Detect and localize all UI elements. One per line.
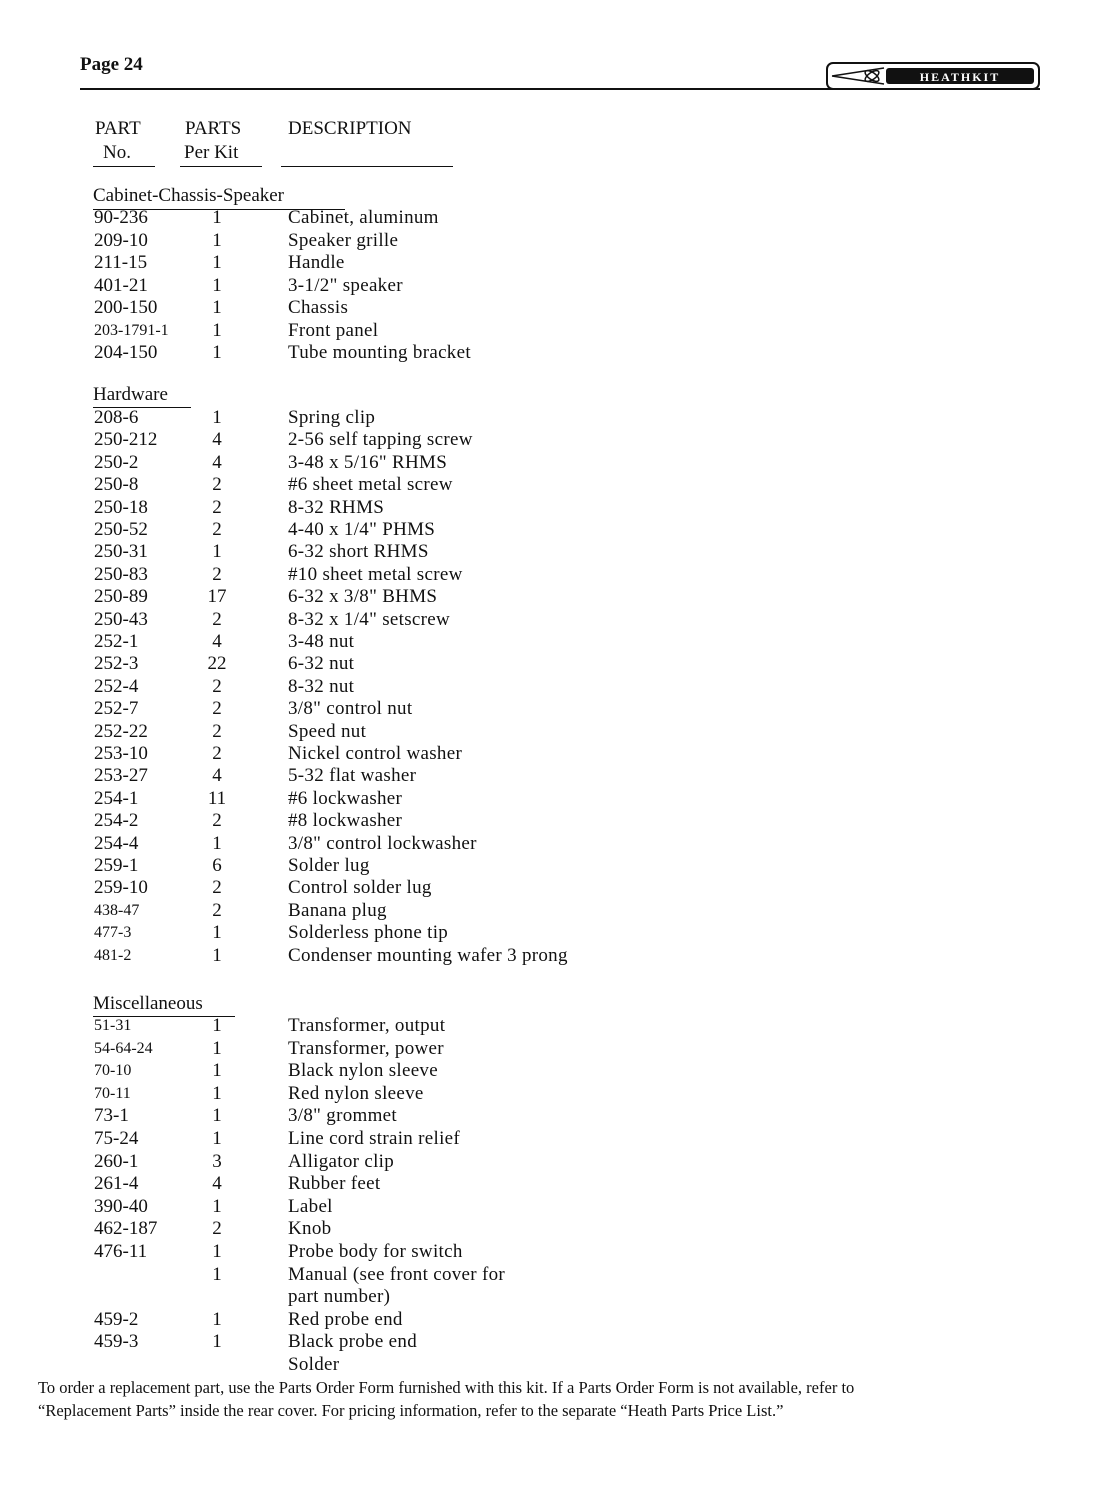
col-header-description: DESCRIPTION xyxy=(288,118,412,139)
part-quantity: 22 xyxy=(207,653,227,675)
part-description: Black probe end xyxy=(288,1331,418,1353)
part-description: Solder lug xyxy=(288,855,370,876)
col-header-part-no: No. xyxy=(103,142,131,163)
part-description: Solder xyxy=(288,1354,340,1375)
part-quantity: 2 xyxy=(212,496,222,518)
part-number: 250-43 xyxy=(94,608,148,630)
part-description: Handle xyxy=(288,252,345,273)
part-description: Solderless phone tip xyxy=(288,922,449,944)
part-number: 200-150 xyxy=(94,297,158,318)
part-description: Tube mounting bracket xyxy=(288,342,471,363)
part-description: Nickel control washer xyxy=(288,743,463,764)
footer-line-2: “Replacement Parts” inside the rear cover. For pricing information, refer to the separate “Heath Parts Price List.” xyxy=(38,1401,784,1420)
part-description: Chassis xyxy=(288,297,349,318)
section-title-hardware: Hardware xyxy=(93,384,168,405)
part-quantity: 1 xyxy=(212,207,222,228)
part-number: 459-3 xyxy=(94,1331,139,1353)
part-quantity: 1 xyxy=(212,297,222,318)
part-number: 259-1 xyxy=(94,855,139,876)
part-description: Knob xyxy=(288,1218,332,1240)
part-quantity: 1 xyxy=(212,922,222,944)
part-quantity: 1 xyxy=(212,1308,222,1330)
part-quantity: 1 xyxy=(212,274,222,296)
part-quantity: 2 xyxy=(212,563,222,585)
part-description: 3/8" control nut xyxy=(288,698,413,720)
part-quantity: 2 xyxy=(212,698,222,720)
part-number: 250-2 xyxy=(94,451,139,473)
part-quantity: 1 xyxy=(212,1331,222,1353)
part-quantity: 1 xyxy=(212,1082,222,1104)
col-header-description-rule xyxy=(281,166,453,167)
col-header-part: PART xyxy=(95,118,141,139)
part-number: 70-11 xyxy=(94,1084,131,1102)
part-description: 6-32 short RHMS xyxy=(288,541,429,563)
logo-text: HEATHKIT xyxy=(919,70,1001,84)
part-quantity: 1 xyxy=(212,944,222,966)
part-quantity: 2 xyxy=(212,519,222,540)
part-quantity: 2 xyxy=(212,877,222,899)
part-description: 3/8" control lockwasher xyxy=(288,832,477,854)
section-title-miscellaneous: Miscellaneous xyxy=(93,993,203,1014)
part-description: Rubber feet xyxy=(288,1173,381,1195)
part-description: 5-32 flat washer xyxy=(288,765,417,787)
part-quantity: 6 xyxy=(212,855,222,876)
part-description: Speaker grille xyxy=(288,229,399,251)
part-description: 8-32 nut xyxy=(288,675,355,697)
part-number: 70-10 xyxy=(94,1062,132,1080)
part-description: #6 sheet metal screw xyxy=(288,474,453,496)
part-description: Probe body for switch xyxy=(288,1241,463,1262)
part-number: 476-11 xyxy=(94,1241,148,1262)
part-number: 73-1 xyxy=(94,1105,129,1127)
part-description: 6-32 x 3/8" BHMS xyxy=(288,586,438,608)
col-header-parts: PARTS xyxy=(185,118,242,139)
part-number: 401-21 xyxy=(94,274,148,296)
part-number: 204-150 xyxy=(94,342,158,363)
part-number: 51-31 xyxy=(94,1017,132,1034)
part-number: 250-212 xyxy=(94,429,158,451)
part-description: part number) xyxy=(288,1286,391,1308)
part-quantity: 4 xyxy=(212,429,222,451)
part-number: 259-10 xyxy=(94,877,148,899)
part-description: Red probe end xyxy=(288,1308,403,1330)
part-description: 3-1/2" speaker xyxy=(288,274,403,296)
part-number: 250-89 xyxy=(94,586,148,608)
part-number: 254-1 xyxy=(94,787,139,809)
part-quantity: 2 xyxy=(212,720,222,742)
part-number: 477-3 xyxy=(94,924,132,942)
part-number: 250-52 xyxy=(94,519,148,540)
part-quantity: 1 xyxy=(212,1241,222,1262)
part-quantity: 2 xyxy=(212,474,222,496)
part-description: 8-32 x 1/4" setscrew xyxy=(288,608,451,630)
part-description: #10 sheet metal screw xyxy=(288,563,463,585)
part-description: Transformer, output xyxy=(288,1015,446,1036)
part-description: 8-32 RHMS xyxy=(288,496,385,518)
part-quantity: 2 xyxy=(212,608,222,630)
page-number: Page 24 xyxy=(80,54,143,75)
part-number: 54-64-24 xyxy=(94,1039,153,1057)
part-quantity: 17 xyxy=(207,586,227,608)
part-number: 75-24 xyxy=(94,1128,139,1149)
part-quantity: 4 xyxy=(212,765,222,787)
footer-line-1: To order a replacement part, use the Parts Order Form furnished with this kit. If a Parts Order Form is not available, refer to xyxy=(38,1378,855,1397)
part-number: 260-1 xyxy=(94,1150,139,1172)
part-quantity: 1 xyxy=(212,252,222,273)
part-quantity: 2 xyxy=(212,743,222,764)
col-header-parts-rule xyxy=(180,166,262,167)
heathkit-logo xyxy=(826,62,1040,90)
part-description: 3/8" grommet xyxy=(288,1105,397,1127)
part-description: 3-48 nut xyxy=(288,631,355,652)
part-description: Black nylon sleeve xyxy=(288,1060,438,1082)
part-quantity: 2 xyxy=(212,899,222,921)
part-number: 252-7 xyxy=(94,698,139,720)
part-number: 252-22 xyxy=(94,720,148,742)
part-number: 209-10 xyxy=(94,229,148,251)
part-number: 250-31 xyxy=(94,541,148,563)
part-number: 252-1 xyxy=(94,631,139,652)
part-description: 6-32 nut xyxy=(288,653,355,675)
part-quantity: 1 xyxy=(212,1060,222,1082)
part-description: Cabinet, aluminum xyxy=(288,207,439,228)
part-quantity: 1 xyxy=(212,1128,222,1149)
part-quantity: 1 xyxy=(212,1037,222,1059)
part-quantity: 11 xyxy=(207,787,227,809)
part-quantity: 1 xyxy=(212,319,222,341)
part-description: #8 lockwasher xyxy=(288,810,403,832)
part-quantity: 1 xyxy=(212,1195,222,1217)
part-number: 462-187 xyxy=(94,1218,158,1240)
part-number: 481-2 xyxy=(94,946,132,964)
part-number: 90-236 xyxy=(94,207,148,228)
part-quantity: 1 xyxy=(212,1105,222,1127)
part-quantity: 4 xyxy=(212,451,222,473)
part-quantity: 3 xyxy=(212,1150,222,1172)
col-header-part-rule xyxy=(93,166,155,167)
part-number: 252-3 xyxy=(94,653,139,675)
part-description: Alligator clip xyxy=(288,1150,395,1172)
part-number: 253-27 xyxy=(94,765,148,787)
part-description: Spring clip xyxy=(288,407,376,428)
part-description: 2-56 self tapping screw xyxy=(288,429,473,451)
part-description: Condenser mounting wafer 3 prong xyxy=(288,944,568,966)
part-quantity: 1 xyxy=(212,1015,222,1036)
footer-note xyxy=(38,1376,1048,1422)
part-quantity: 2 xyxy=(212,1218,222,1240)
part-quantity: 1 xyxy=(212,832,222,854)
part-description: Transformer, power xyxy=(288,1037,444,1059)
part-description: 3-48 x 5/16" RHMS xyxy=(288,451,448,473)
part-description: 4-40 x 1/4" PHMS xyxy=(288,519,436,540)
part-description: Manual (see front cover for xyxy=(288,1263,506,1285)
part-description: Banana plug xyxy=(288,899,387,921)
part-number: 438-47 xyxy=(94,901,140,919)
part-number: 459-2 xyxy=(94,1308,139,1330)
part-number: 211-15 xyxy=(94,252,148,273)
col-header-per-kit: Per Kit xyxy=(184,142,239,163)
part-number: 254-4 xyxy=(94,832,139,854)
part-description: Red nylon sleeve xyxy=(288,1082,424,1104)
header-rule xyxy=(80,88,1040,90)
part-quantity: 1 xyxy=(212,1263,222,1285)
part-description: Control solder lug xyxy=(288,877,432,899)
part-number: 252-4 xyxy=(94,675,139,697)
part-number: 253-10 xyxy=(94,743,148,764)
part-number: 250-18 xyxy=(94,496,148,518)
part-number: 261-4 xyxy=(94,1173,139,1195)
part-description: Line cord strain relief xyxy=(288,1128,461,1149)
part-description: Label xyxy=(288,1195,333,1217)
part-number: 208-6 xyxy=(94,407,139,428)
part-quantity: 1 xyxy=(212,407,222,428)
part-description: Speed nut xyxy=(288,720,367,742)
part-number: 254-2 xyxy=(94,810,139,832)
part-quantity: 1 xyxy=(212,541,222,563)
part-quantity: 2 xyxy=(212,675,222,697)
part-description: Front panel xyxy=(288,319,379,341)
part-quantity: 4 xyxy=(212,1173,222,1195)
part-number: 250-8 xyxy=(94,474,139,496)
part-quantity: 1 xyxy=(212,342,222,363)
part-quantity: 1 xyxy=(212,229,222,251)
part-description: #6 lockwasher xyxy=(288,787,403,809)
part-quantity: 2 xyxy=(212,810,222,832)
section-title-cabinet: Cabinet-Chassis-Speaker xyxy=(93,185,285,206)
part-number: 250-83 xyxy=(94,563,148,585)
part-quantity: 4 xyxy=(212,631,222,652)
part-number: 390-40 xyxy=(94,1195,148,1217)
part-number: 203-1791-1 xyxy=(94,321,169,339)
